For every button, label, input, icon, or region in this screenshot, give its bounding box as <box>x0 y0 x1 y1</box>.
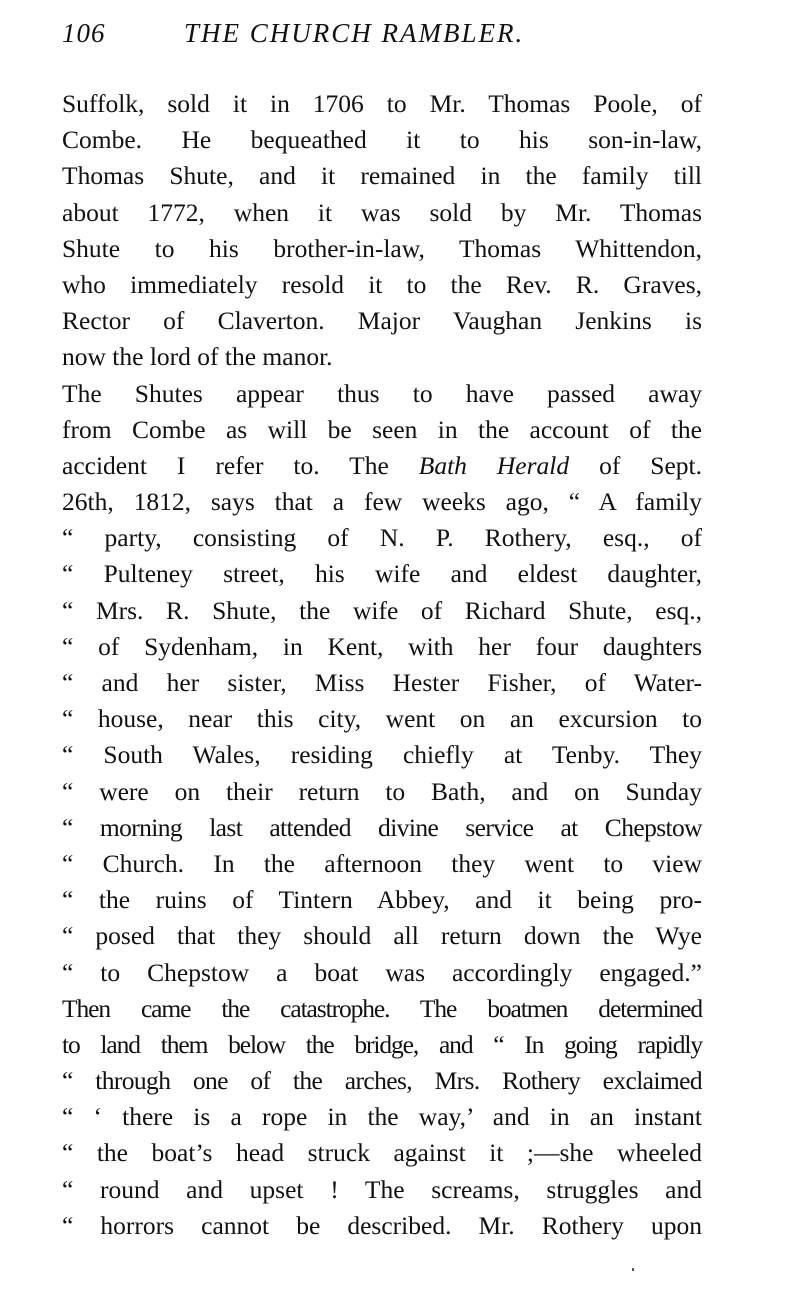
newspaper-title: Bath Herald <box>418 450 570 480</box>
text-line: Combe. He bequeathed it to his son-in-law, <box>62 125 702 155</box>
text-line: “ horrors cannot be described. Mr. Rothery upon <box>62 1210 702 1240</box>
text-line: from Combe as will be seen in the account of the <box>62 414 702 444</box>
text-line <box>62 448 702 484</box>
text-line: “ posed that they should all return down the Wye <box>62 921 702 951</box>
text-line: “ through one of the arches, Mrs. Rothery exclaimed <box>62 1066 702 1096</box>
page-number: 106 <box>62 18 106 48</box>
text-line: “ morning last attended divine service at Chepstow <box>62 812 702 842</box>
text-fragment: accident I refer to. The <box>62 450 419 480</box>
text-line: “ of Sydenham, in Kent, with her four daughters <box>62 631 702 661</box>
text-line: “ Mrs. R. Shute, the wife of Richard Shute, esq., <box>62 595 702 625</box>
text-line: Then came the catastrophe. The boatmen determined <box>62 993 702 1023</box>
text-line: “ house, near this city, went on an excursion to <box>62 704 702 734</box>
text-line: about 1772, when it was sold by Mr. Thomas <box>62 197 702 227</box>
text-line: “ the boat’s head struck against it ;—she wheeled <box>62 1138 702 1168</box>
text-line: now the lord of the manor. <box>62 342 333 372</box>
text-line: Shute to his brother-in-law, Thomas Whittendon, <box>62 233 702 263</box>
text-line: to land them below the bridge, and “ In going rapidly <box>62 1029 702 1059</box>
print-speck <box>632 1268 634 1271</box>
text-line: “ the ruins of Tintern Abbey, and it being pro- <box>62 885 702 915</box>
text-line: “ Pulteney street, his wife and eldest daughter, <box>62 559 702 589</box>
text-line: who immediately resold it to the Rev. R. Graves, <box>62 269 702 299</box>
text-line: “ and her sister, Miss Hester Fisher, of Water- <box>62 668 702 697</box>
book-title: THE CHURCH RAMBLER. <box>184 18 525 48</box>
text-fragment: of Sept. <box>569 450 702 480</box>
body-text <box>62 86 702 1244</box>
text-line: Thomas Shute, and it remained in the family till <box>62 161 702 191</box>
running-head <box>62 18 702 58</box>
text-line: “ ‘ there is a rope in the way,’ and in an instant <box>62 1102 702 1132</box>
text-line: Rector of Claverton. Major Vaughan Jenkins is <box>62 306 702 336</box>
text-line: “ were on their return to Bath, and on Sunday <box>62 776 702 806</box>
text-line: “ party, consisting of N. P. Rothery, esq., of <box>62 523 702 553</box>
text-line: Suffolk, sold it in 1706 to Mr. Thomas Poole, of <box>62 89 702 118</box>
text-line: “ South Wales, residing chiefly at Tenby. They <box>62 740 702 770</box>
text-line: 26th, 1812, says that a few weeks ago, “ A family <box>62 487 702 517</box>
text-line: “ round and upset ! The screams, struggles and <box>62 1174 702 1204</box>
text-line: The Shutes appear thus to have passed away <box>62 378 702 408</box>
text-line: “ Church. In the afternoon they went to view <box>62 848 702 878</box>
text-line: “ to Chepstow a boat was accordingly engaged.” <box>62 957 702 987</box>
